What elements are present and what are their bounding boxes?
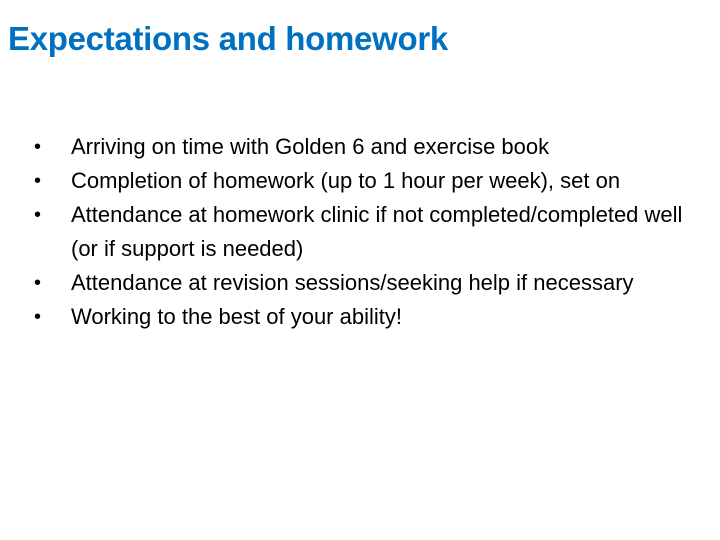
bullet-text: Attendance at revision sessions/seeking help if necessary — [71, 270, 634, 295]
bullet-icon: • — [34, 306, 42, 328]
bullet-text: Completion of homework (up to 1 hour per week), set on — [71, 168, 621, 193]
bullet-icon: • — [34, 272, 42, 294]
bullet-icon: • — [34, 170, 42, 192]
bullet-item — [34, 198, 694, 266]
slide-title: Expectations and homework — [8, 20, 448, 57]
bullet-icon: • — [34, 204, 42, 226]
bullet-item — [34, 130, 694, 164]
bullet-item — [34, 300, 694, 334]
bullet-text: Working to the best of your ability! — [71, 304, 402, 329]
bullet-list — [34, 130, 694, 334]
bullet-item — [34, 164, 694, 198]
bullet-item — [34, 266, 694, 300]
bullet-text: Arriving on time with Golden 6 and exercise book — [71, 134, 550, 159]
bullet-text: Attendance at homework clinic if not completed/completed well (or if support is needed) — [71, 202, 683, 261]
bullet-icon: • — [34, 136, 42, 158]
